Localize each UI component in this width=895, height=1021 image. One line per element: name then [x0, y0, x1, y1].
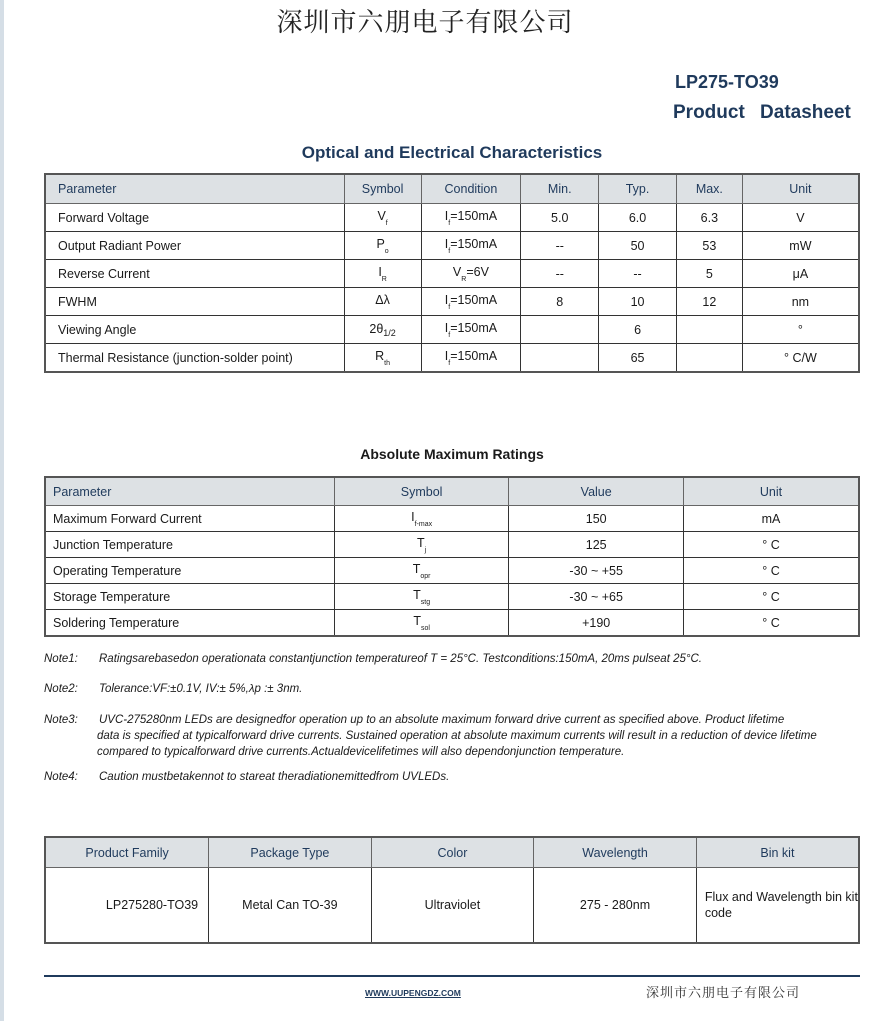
condition-subscript: f: [448, 219, 451, 227]
condition-subscript: f: [448, 359, 451, 367]
symbol-main: P: [376, 236, 385, 251]
max-cell: 12: [676, 288, 742, 316]
table-row: [45, 506, 859, 532]
condition-subscript: f: [448, 303, 451, 311]
condition-cell: [421, 260, 521, 288]
bin-kit-cell: Flux and Wavelength bin kit code: [696, 868, 859, 944]
unit-cell: μA: [742, 260, 859, 288]
condition-cell: [421, 316, 521, 344]
symbol-cell: [334, 610, 509, 637]
note-label: Note2:: [44, 683, 78, 695]
color-cell: Ultraviolet: [371, 868, 534, 944]
condition-subscript: R: [461, 275, 467, 283]
unit-cell: V: [742, 204, 859, 232]
min-cell: --: [521, 260, 599, 288]
column-header: Symbol: [334, 477, 509, 506]
column-header: Typ.: [599, 174, 677, 204]
value-cell: +190: [509, 610, 684, 637]
note-3: [44, 712, 864, 760]
max-cell: [676, 344, 742, 373]
note-text: Tolerance:VF:±0.1V, IV:± 5%,λp :± 3nm.: [99, 683, 303, 695]
table-row: [45, 610, 859, 637]
parameter-cell: Output Radiant Power: [45, 232, 344, 260]
min-cell: [521, 316, 599, 344]
parameter-cell: Storage Temperature: [45, 584, 334, 610]
min-cell: [521, 344, 599, 373]
condition-value: =150mA: [450, 320, 498, 335]
condition-main: I: [444, 236, 449, 251]
symbol-cell: [334, 558, 509, 584]
note-label: Note3:: [44, 714, 78, 726]
parameter-cell: Junction Temperature: [45, 532, 334, 558]
condition-subscript: f: [448, 331, 451, 339]
symbol-cell: [344, 344, 421, 373]
optical-electrical-title: Optical and Electrical Characteristics: [301, 143, 603, 162]
symbol-subscript: o: [384, 247, 389, 255]
symbol-main: T: [413, 587, 421, 602]
note-2: [44, 681, 864, 697]
absolute-max-table: [44, 476, 860, 637]
product-family-cell: LP275280-TO39: [45, 868, 209, 944]
note-1: [44, 651, 864, 667]
condition-cell: [421, 344, 521, 373]
symbol-cell: [344, 260, 421, 288]
column-header: Bin kit: [696, 837, 859, 868]
unit-cell: mA: [683, 506, 859, 532]
symbol-main: T: [417, 535, 425, 550]
parameter-cell: Thermal Resistance (junction-solder point): [45, 344, 344, 373]
symbol-main: Δλ: [375, 292, 390, 307]
max-cell: [676, 316, 742, 344]
unit-cell: °: [742, 316, 859, 344]
condition-value: =150mA: [450, 292, 498, 307]
condition-main: I: [444, 320, 449, 335]
table-row: [45, 558, 859, 584]
unit-cell: ° C: [683, 584, 859, 610]
parameter-cell: Reverse Current: [45, 260, 344, 288]
parameter-cell: Operating Temperature: [45, 558, 334, 584]
product-model: LP275-TO39: [675, 72, 779, 92]
value-cell: -30 ~ +55: [509, 558, 684, 584]
symbol-main: I: [411, 509, 415, 524]
condition-main: I: [444, 292, 449, 307]
symbol-main: V: [377, 208, 386, 223]
product-info-table: [44, 836, 860, 944]
footer-divider: [44, 975, 860, 977]
column-header: Value: [509, 477, 684, 506]
parameter-cell: FWHM: [45, 288, 344, 316]
column-header: Unit: [683, 477, 859, 506]
max-cell: 53: [676, 232, 742, 260]
table-row: [45, 868, 859, 944]
condition-cell: [421, 288, 521, 316]
note-text-continued: compared to typicalforward drive currents.Actualdevicelifetimes will also dependonjunction temperature.: [97, 746, 625, 758]
page-left-edge: [0, 0, 4, 1021]
column-header: Max.: [676, 174, 742, 204]
table-row: [45, 344, 859, 373]
typ-cell: 65: [599, 344, 677, 373]
note-text: Ratingsarebasedon operationata constantjunction temperatureof T = 25°C. Testconditions:150mA, 20ms pulseat 25°C.: [99, 653, 702, 665]
table-row: [45, 232, 859, 260]
min-cell: 5.0: [521, 204, 599, 232]
condition-main: I: [444, 348, 449, 363]
unit-cell: ° C: [683, 558, 859, 584]
symbol-main: R: [375, 348, 385, 363]
symbol-cell: [334, 584, 509, 610]
column-header: Wavelength: [534, 837, 697, 868]
wavelength-cell: 275 - 280nm: [534, 868, 697, 944]
value-cell: 150: [509, 506, 684, 532]
min-cell: --: [521, 232, 599, 260]
unit-cell: ° C/W: [742, 344, 859, 373]
symbol-main: I: [378, 264, 382, 279]
condition-cell: [421, 232, 521, 260]
condition-value: =150mA: [450, 236, 498, 251]
condition-main: V: [452, 264, 462, 279]
note-4: [44, 769, 864, 785]
symbol-cell: [344, 204, 421, 232]
column-header: Symbol: [344, 174, 421, 204]
note-label: Note4:: [44, 771, 78, 783]
column-header: Package Type: [209, 837, 372, 868]
table-row: [45, 288, 859, 316]
symbol-cell: [344, 316, 421, 344]
document-type: Product Datasheet: [673, 102, 851, 123]
unit-cell: ° C: [683, 610, 859, 637]
table-row: [45, 316, 859, 344]
condition-cell: [421, 204, 521, 232]
min-cell: 8: [521, 288, 599, 316]
max-cell: 6.3: [676, 204, 742, 232]
condition-subscript: f: [448, 247, 451, 255]
symbol-cell: [334, 532, 509, 558]
column-header: Parameter: [45, 174, 344, 204]
column-header: Color: [371, 837, 534, 868]
table-row: [45, 204, 859, 232]
condition-value: =6V: [466, 264, 489, 279]
footer-company-name: 深圳市六朋电子有限公司: [646, 986, 801, 1001]
footer-website-link[interactable]: WWW.UUPENGDZ.COM: [365, 988, 461, 998]
absolute-max-title: Absolute Maximum Ratings: [360, 446, 544, 462]
table-header-row: [45, 174, 859, 204]
value-cell: -30 ~ +65: [509, 584, 684, 610]
symbol-subscript: th: [384, 359, 391, 367]
typ-cell: 50: [599, 232, 677, 260]
symbol-subscript: f-max: [414, 520, 433, 528]
company-header: 深圳市六朋电子有限公司: [276, 8, 574, 38]
typ-cell: 6: [599, 316, 677, 344]
unit-cell: ° C: [683, 532, 859, 558]
condition-value: =150mA: [450, 208, 498, 223]
max-cell: 5: [676, 260, 742, 288]
column-header: Min.: [521, 174, 599, 204]
condition-value: =150mA: [450, 348, 498, 363]
table-row: [45, 260, 859, 288]
note-text-continued: data is specified at typicalforward drive currents. Sustained operation at absolute maximum currents will result in a reduction of device lifetime: [97, 730, 817, 742]
note-text: UVC-275280nm LEDs are designedfor operation up to an absolute maximum forward drive current as specified above. Product lifetime: [99, 714, 785, 726]
column-header: Parameter: [45, 477, 334, 506]
parameter-cell: Maximum Forward Current: [45, 506, 334, 532]
note-text: Caution mustbetakennot to stareat theradiationemittedfrom UVLEDs.: [99, 771, 450, 783]
value-cell: 125: [509, 532, 684, 558]
table-row: [45, 532, 859, 558]
symbol-subscript: 1/2: [383, 327, 396, 338]
symbol-subscript: R: [381, 275, 387, 283]
column-header: Unit: [742, 174, 859, 204]
symbol-subscript: j: [424, 546, 427, 554]
condition-main: I: [444, 208, 449, 223]
table-row: [45, 584, 859, 610]
column-header: Condition: [421, 174, 521, 204]
symbol-subscript: opr: [420, 572, 431, 580]
symbol-cell: [344, 288, 421, 316]
symbol-subscript: stg: [420, 598, 431, 606]
unit-cell: nm: [742, 288, 859, 316]
symbol-subscript: sol: [420, 624, 430, 632]
symbol-main: T: [412, 561, 421, 576]
package-type-cell: Metal Can TO-39: [209, 868, 372, 944]
symbol-main: T: [413, 613, 421, 628]
symbol-cell: [344, 232, 421, 260]
optical-electrical-table: [44, 173, 860, 373]
typ-cell: --: [599, 260, 677, 288]
symbol-subscript: f: [385, 219, 388, 227]
parameter-cell: Soldering Temperature: [45, 610, 334, 637]
parameter-cell: Forward Voltage: [45, 204, 344, 232]
note-label: Note1:: [44, 653, 78, 665]
table-header-row: [45, 837, 859, 868]
typ-cell: 6.0: [599, 204, 677, 232]
symbol-cell: [334, 506, 509, 532]
parameter-cell: Viewing Angle: [45, 316, 344, 344]
unit-cell: mW: [742, 232, 859, 260]
table-header-row: [45, 477, 859, 506]
symbol-main: 2θ: [369, 321, 384, 336]
column-header: Product Family: [45, 837, 209, 868]
typ-cell: 10: [599, 288, 677, 316]
